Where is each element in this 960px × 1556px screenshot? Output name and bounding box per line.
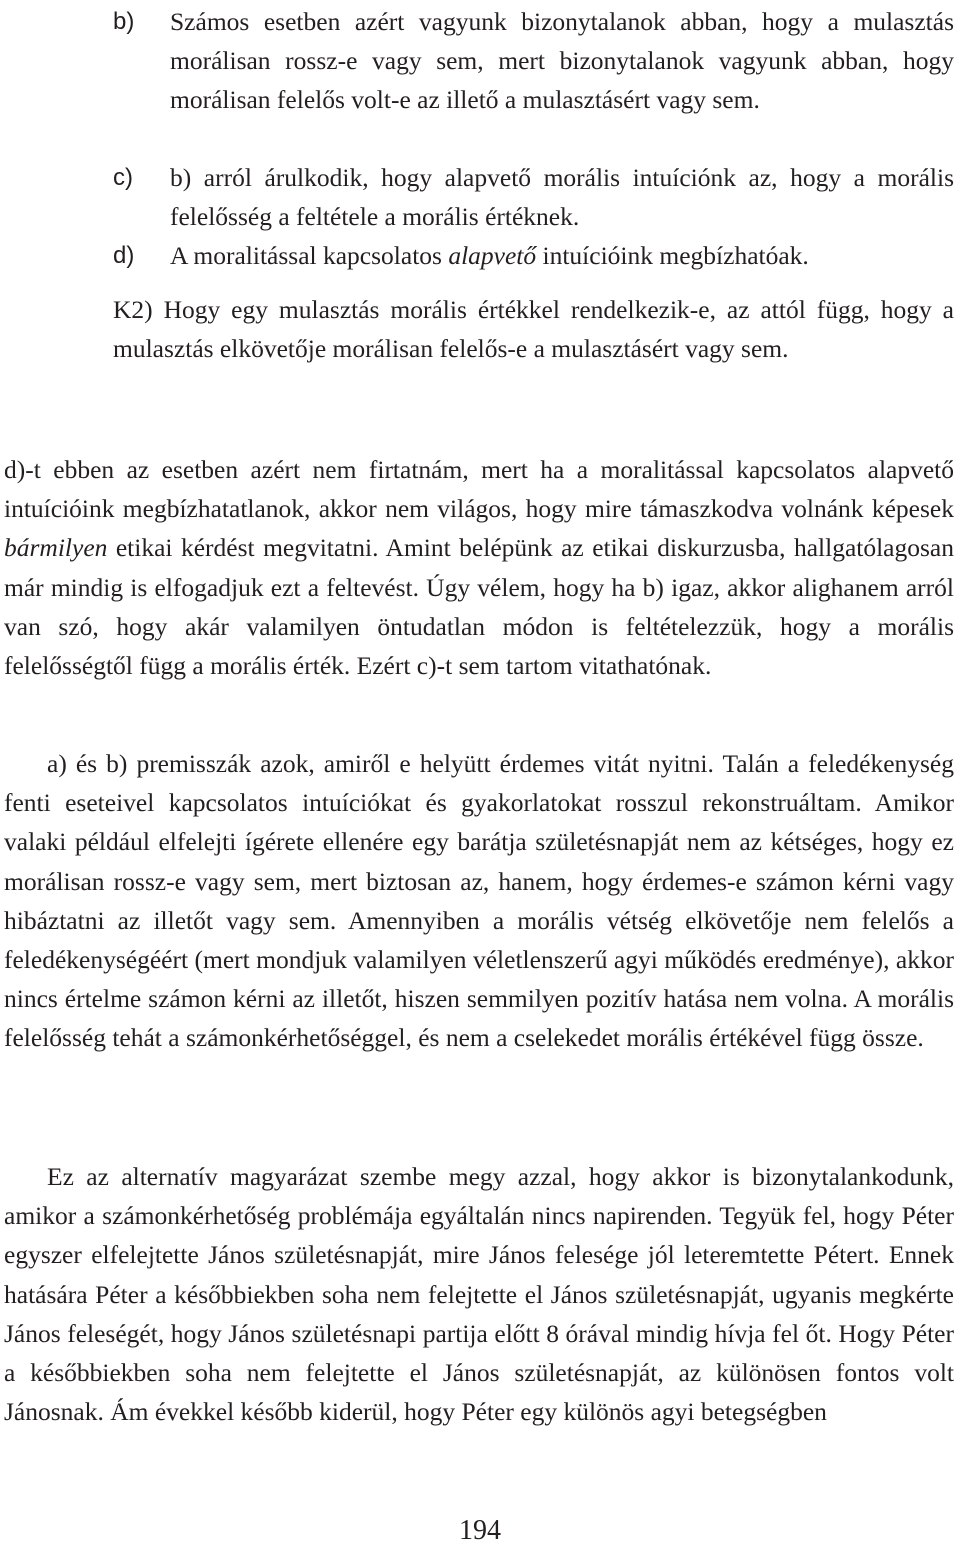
proposition-k2: K2) Hogy egy mulasztás morális értékkel rendelkezik-e, az attól függ, hogy a mulasztás elkövetője morálisan felelős-e a mulasztásért vagy sem. [113, 295, 954, 363]
list-marker: d) [113, 242, 135, 269]
text-run: Ez az alternatív magyarázat szembe megy azzal, hogy akkor is bizonytalankodunk, amikor a számonkérhetőség problémája egyáltalán nincs napirenden. Tegyük fel, hogy Péter egyszer elfelejtette János születésnapját, mire János felesége jól leteremtette Pétert. Ennek hatására Péter a későbbiekben soha nem felejtette el János születésnapját, ugyanis megkérte János feleségét, hogy János születésnapi partija előtt 8 órával mindig hívja fel őt. Hogy Péter a későbbiekben soha nem felejtette el János születésnapját, az különösen fontos volt Jánosnak. Ám évekkel később kiderül, hogy Péter egy különös agyi betegségben [4, 1162, 954, 1427]
text-run: A moralitással kapcsolatos [170, 241, 449, 270]
text-run: etikai kérdést megvitatni. Amint belépünk az etikai diskurzusba, hallgatólagosan már mindig is elfogadjuk ezt a feltevést. Úgy vélem, hogy ha b) igaz, akkor alighanem arról van szó, hogy akár valamilyen öntudatlan módon is feltételezzük, hogy a morális felelősségtől függ a morális érték. Ezért c)-t sem tartom vitathatónak. [4, 533, 954, 681]
list-marker: b) [113, 8, 135, 35]
emphasis: alapvető [448, 241, 537, 270]
list-item-d [113, 236, 954, 275]
list-item-text: Számos esetben azért vagyunk bizonytalanok abban, hogy a mulasztás morálisan rossz-e vagy sem, mert bizonytalanok vagyunk abban, hogy morálisan felelős volt-e az illető a mulasztásért vagy sem. [170, 7, 954, 114]
emphasis: bármilyen [4, 533, 108, 563]
paragraph-2 [4, 744, 954, 1058]
text-run: d)-t ebben az esetben azért nem firtatnám, mert ha a moralitással kapcsolatos alapvető intuícióink megbízhatatlanok, akkor nem világos, hogy mire támaszkodva volnánk képesek [4, 455, 954, 524]
list-item-text: b) arról árulkodik, hogy alapvető morális intuíciónk az, hogy a morális felelősség a feltétele a morális értéknek. [170, 163, 954, 231]
paragraph-3 [4, 1157, 954, 1431]
text-run: intuícióink megbízhatóak. [536, 241, 809, 270]
list-marker: c) [113, 164, 133, 191]
list-item-b [113, 2, 954, 119]
page-number: 194 [459, 1515, 501, 1546]
list-item-c [113, 158, 954, 236]
list-item-text [170, 236, 954, 275]
text-run: a) és b) premisszák azok, amiről e helyütt érdemes vitát nyitni. Talán a feledékenység fenti eseteivel kapcsolatos intuíciókat és gyakorlatokat rosszul rekonstruáltam. Amikor valaki például elfelejti ígérete ellenére egy barátja születésnapját nem az kétséges, hogy ez morálisan rossz-e vagy sem, mert biztosan az, hanem, hogy érdemes-e számon kérni vagy hibáztatni az illetőt vagy sem. Amennyiben a morális vétség elkövetője nem felelős a feledékenységéért (mert mondjuk valamilyen véletlenszerű agyi működés eredménye), akkor nincs értelme számon kérni az illetőt, hiszen semmilyen pozitív hatása nem volna. A morális felelősség tehát a számonkérhetőséggel, és nem a cselekedet morális értékével függ össze. [4, 749, 954, 1053]
paragraph-1 [4, 450, 954, 685]
